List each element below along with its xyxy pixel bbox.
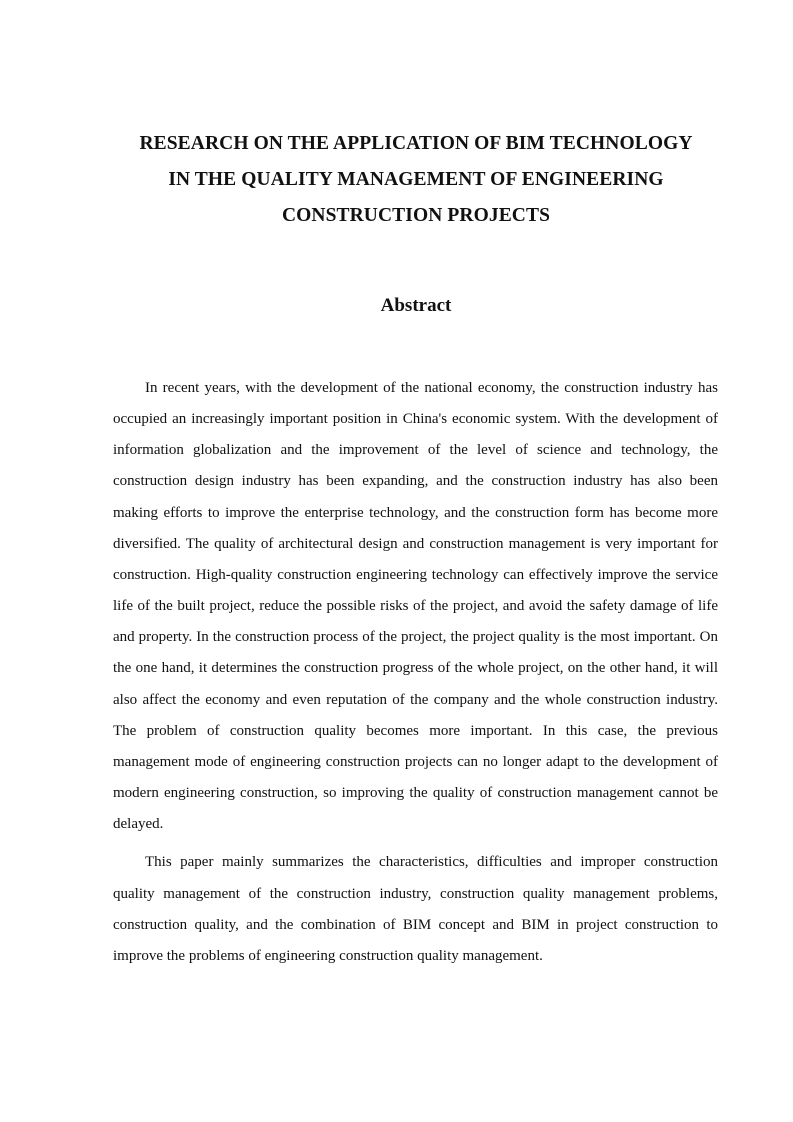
abstract-paragraph-1: In recent years, with the development of the national economy, the construction industry has occupied an increasingly important position in China's economic system. With the development of information globalization and the improvement of the level of science and technology, the construction design industry has been expanding, and the construction industry has also been making efforts to improve the enterprise technology, and the construction form has become more diversified. The quality of architectural design and construction management is very important for construction. High-quality construction engineering technology can effectively improve the service life of the built project, reduce the possible risks of the project, and avoid the safety damage of life and property. In the construction process of the project, the project quality is the most important. On the one hand, it determines the construction progress of the whole project, on the other hand, it will also affect the economy and even reputation of the company and the whole construction industry. The problem of construction quality becomes more important. In this case, the previous management mode of engineering construction projects can no longer adapt to the development of modern engineering construction, so improving the quality of construction management cannot be delayed. bbox=[113, 380, 718, 833]
abstract-heading: Abstract bbox=[380, 295, 452, 316]
document-title bbox=[110, 126, 722, 234]
title-line-3: CONSTRUCTION PROJECTS bbox=[281, 205, 551, 226]
abstract-body bbox=[113, 373, 718, 972]
title-line-2: IN THE QUALITY MANAGEMENT OF ENGINEERING bbox=[168, 169, 664, 190]
title-line-1: RESEARCH ON THE APPLICATION OF BIM TECHNOLOGY bbox=[139, 133, 693, 154]
abstract-paragraph-2: This paper mainly summarizes the characteristics, difficulties and improper construction quality management of the construction industry, construction quality management problems, construction quality, and the combination of BIM concept and BIM in project construction to improve the problems of engineering construction quality management. bbox=[113, 854, 718, 964]
